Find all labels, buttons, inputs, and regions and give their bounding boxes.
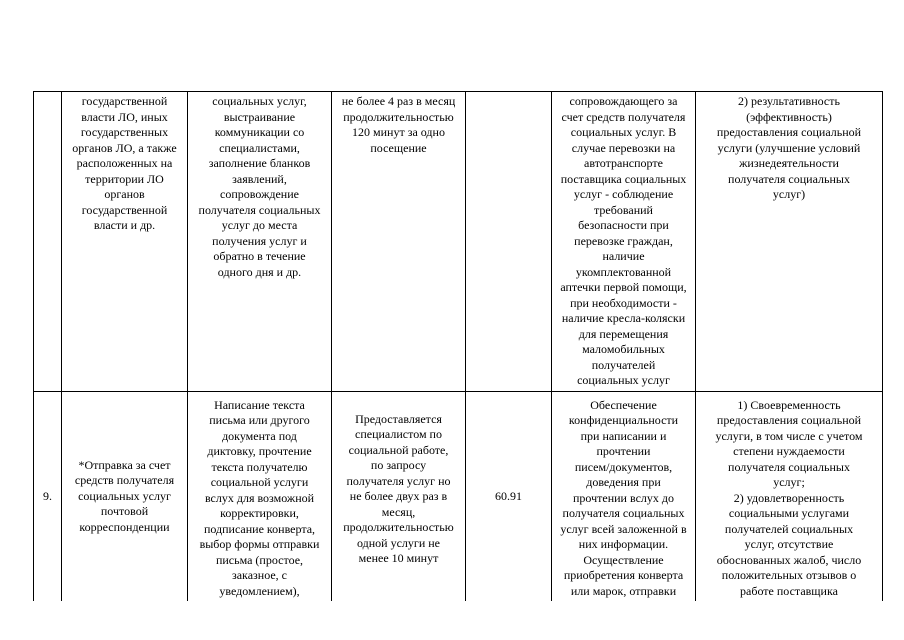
indicators-cell: [696, 92, 883, 392]
table-row: [34, 391, 883, 601]
row-number-cell: [34, 92, 62, 392]
service-conditions: Обеспечение конфиденциальности при написании и прочтении писем/документов, доведения при прочтении вслух до получателя социальных услуг всей заложенной в них информации. Осуществление приобретения конверта или марок, отправки: [560, 397, 687, 598]
row-number: 9.: [43, 488, 52, 503]
service-name: государственной власти ЛО, иных государственных органов ЛО, а также расположенных на территории ЛО органов государственной власти и др.: [72, 94, 177, 232]
service-frequency: Предоставляется специалистом по социальной работе, по запросу получателя услуг но не более двух раз в месяц, продолжительностью одной услуги не менее 10 минут: [343, 411, 454, 565]
service-conditions: сопровождающего за счет средств получателя социальных услуг. В случае перевозки на автотранспорте поставщика социальных услуг - соблюдение требований безопасности при перевозке граждан, наличие укомплектованной аптечки первой помощи, при необходимости - наличие кресла-коляски для перемещения маломобильных получателей социальных услуг: [560, 94, 687, 387]
indicators-cell: [696, 391, 883, 601]
service-name-cell: [62, 92, 188, 392]
service-frequency: не более 4 раз в месяц продолжительностью 120 минут за одно посещение: [341, 94, 456, 155]
quality-indicators: 1) Своевременность предоставления социальной услуги, в том числе с учетом степени нуждаемости получателя социальных услуг; 2) удовлетворенность социальными услугами получателей социальных услуг, отсутствие обоснованных жалоб, число положительных отзывов о работе поставщика: [715, 397, 863, 598]
service-name-cell: [62, 391, 188, 601]
service-description: социальных услуг, выстраивание коммуникации со специалистами, заполнение бланков заявлений, сопровождение получателя социальных услуг до места получения услуг и обратно в течение одного дня и др.: [198, 94, 321, 279]
service-frequency-cell: [332, 92, 466, 392]
service-frequency-cell: [332, 391, 466, 601]
service-description-cell: [188, 92, 332, 392]
services-table: [33, 91, 883, 601]
service-description-cell: [188, 391, 332, 601]
tariff-cell: [466, 92, 552, 392]
table-row: [34, 92, 883, 392]
quality-indicators: 2) результативность (эффективность) предоставления социальной услуги (улучшение условий жизнедеятельности получателя социальных услуг): [716, 94, 862, 201]
tariff-cell: [466, 391, 552, 601]
service-name: *Отправка за счет средств получателя социальных услуг почтовой корреспонденции: [74, 457, 175, 534]
conditions-cell: [552, 391, 696, 601]
row-number-cell: [34, 391, 62, 601]
service-description: Написание текста письма или другого документа под диктовку, прочтение текста получателю социальной услуги вслух для возможной корректировки, подписание конверта, выбор формы отправки письма (простое, заказное, с уведомлением),: [199, 397, 320, 598]
conditions-cell: [552, 92, 696, 392]
tariff-value: 60.91: [495, 488, 522, 503]
